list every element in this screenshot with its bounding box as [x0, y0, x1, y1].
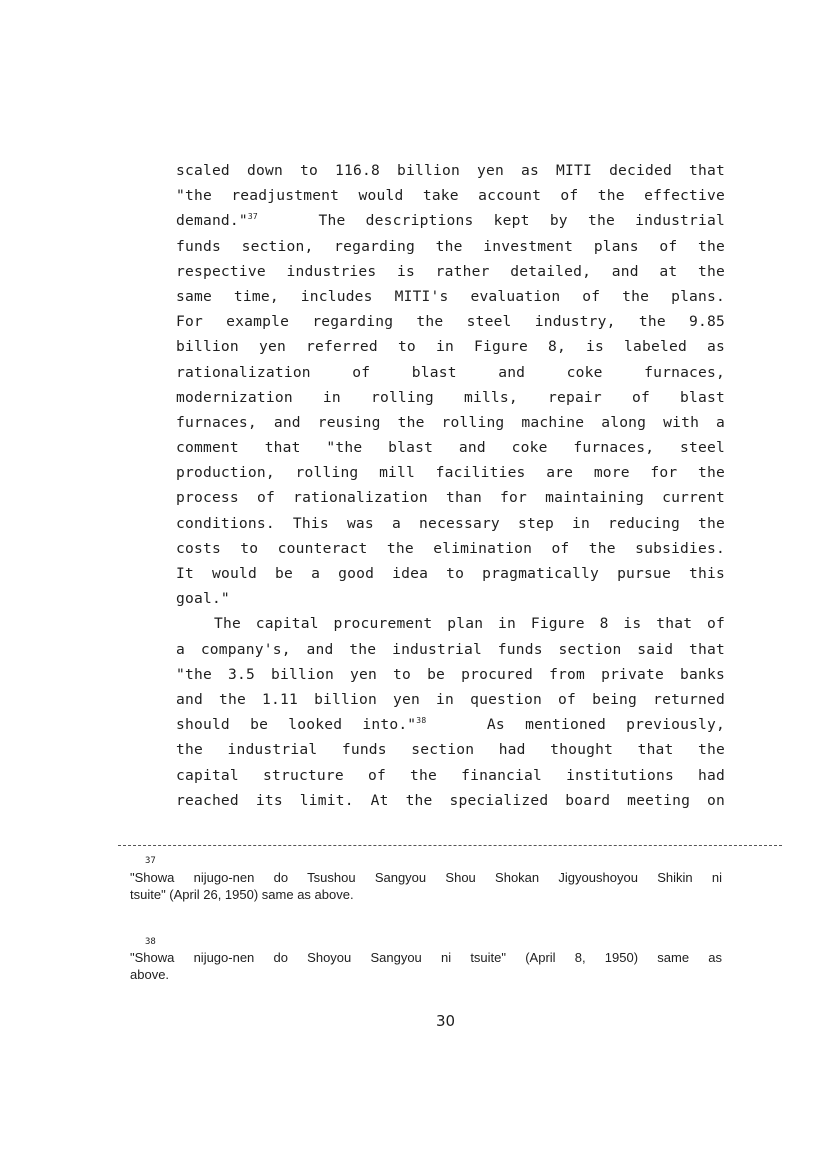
text-line: the industrial funds section had thought that the — [176, 741, 725, 759]
text-line: capital structure of the financial institutions had — [176, 766, 725, 784]
text-line — [176, 208, 725, 233]
text-fragment: As mentioned previously, — [486, 716, 725, 734]
text-fragment: demand." — [176, 212, 248, 230]
text-line: For example regarding the steel industry, the 9.85 — [176, 313, 725, 331]
footnote-divider — [118, 845, 782, 846]
text-line: scaled down to 116.8 billion yen as MITI decided that — [176, 162, 725, 179]
text-fragment: The descriptions kept by the industrial — [318, 212, 725, 230]
text-line: billion yen referred to in Figure 8, is labeled as — [176, 338, 725, 356]
text-line: reached its limit. At the specialized board meeting on — [176, 791, 725, 809]
text-line — [176, 712, 725, 737]
text-line: "the readjustment would take account of the effective — [176, 187, 725, 205]
body-text — [176, 158, 725, 813]
text-line: modernization in rolling mills, repair of blast — [176, 388, 725, 406]
text-line: goal." — [176, 590, 230, 608]
text-line: conditions. This was a necessary step in reducing the — [176, 514, 725, 532]
footnote-line: tsuite" (April 26, 1950) same as above. — [130, 887, 354, 902]
text-line: "the 3.5 billion yen to be procured from private banks — [176, 665, 725, 683]
text-line: The capital procurement plan in Figure 8 is that of — [214, 615, 725, 633]
text-line: respective industries is rather detailed, and at the — [176, 262, 725, 280]
text-line: rationalization of blast and coke furnaces, — [176, 363, 725, 381]
footnote — [130, 869, 722, 903]
text-line: process of rationalization than for maintaining current — [176, 489, 725, 507]
footnote-ref: 38 — [416, 716, 427, 726]
text-line: costs to counteract the elimination of the subsidies. — [176, 539, 725, 557]
footnote-line: "Showa nijugo-nen do Shoyou Sangyou ni tsuite" (April 8, 1950) same as — [130, 950, 722, 965]
footnote-mark: 37 — [145, 856, 156, 866]
page-number: 30 — [436, 1012, 456, 1030]
text-line: furnaces, and reusing the rolling machine along with a — [176, 413, 725, 431]
text-line: same time, includes MITI's evaluation of the plans. — [176, 287, 725, 305]
text-line: and the 1.11 billion yen in question of being returned — [176, 690, 725, 708]
footnote-ref: 37 — [247, 212, 258, 222]
text-line: funds section, regarding the investment plans of the — [176, 237, 725, 255]
text-line: It would be a good idea to pragmatically pursue this — [176, 565, 725, 582]
footnote-mark: 38 — [145, 937, 156, 947]
text-line: production, rolling mill facilities are more for the — [176, 464, 725, 482]
footnote-line: "Showa nijugo-nen do Tsushou Sangyou Shou Shokan Jigyoushoyou Shikin ni — [130, 870, 722, 885]
footnote — [130, 949, 722, 983]
footnote-line: above. — [130, 967, 170, 982]
text-line: a company's, and the industrial funds section said that — [176, 640, 725, 658]
text-line: comment that "the blast and coke furnaces, steel — [176, 439, 725, 457]
text-fragment: should be looked into." — [176, 716, 417, 734]
